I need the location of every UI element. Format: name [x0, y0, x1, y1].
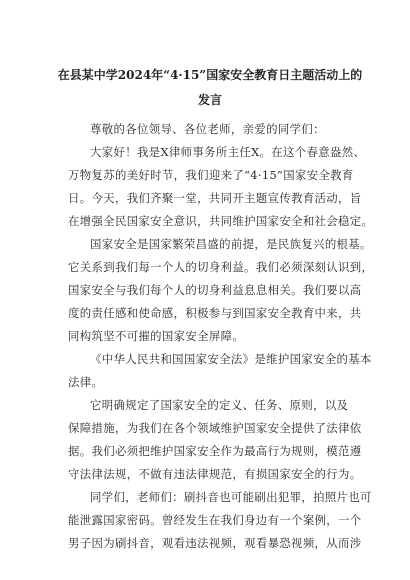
body-line: 度的责任感和使命感，积极参与到国家安全教育中来，共: [68, 306, 362, 320]
body-line: 据。我们必须把维护国家安全作为最高行为规则，模范遵: [68, 444, 362, 458]
body-line: 它明确规定了国家安全的定义、任务、原则，以及: [90, 398, 349, 412]
body-line: 万物复苏的美好时节，我们迎来了“4·15”国家安全教育: [68, 168, 354, 182]
body-line: 尊敬的各位领导、各位老师，亲爱的同学们：: [90, 122, 325, 136]
body-line: 守法律法规，不做有违法律规范，有损国家安全的行为。: [68, 467, 362, 481]
body-line: 同构筑坚不可摧的国家安全屏障。: [68, 329, 245, 343]
body-line: 能泄露国家密码。曾经发生在我们身边有一个案例，一个: [68, 513, 362, 527]
body-line: 国家安全是国家繁荣昌盛的前提，是民族复兴的根基。: [90, 237, 372, 251]
body-line: 日。今天，我们齐聚一堂，共同开主题宣传教育活动，旨: [68, 191, 362, 205]
document-body: [68, 118, 374, 555]
body-line: 国家安全与我们每个人的切身利益息息相关。我们要以高: [68, 283, 362, 297]
document-title: [50, 63, 370, 113]
body-line: 同学们，老师们：刷抖音也可能刷出犯罪，拍照片也可: [90, 490, 372, 504]
title-line: 发言: [197, 93, 222, 107]
body-line: 大家好！我是X律师事务所主任X。在这个春意盎然、: [90, 145, 366, 159]
body-line: 它关系到我们每一个人的切身利益。我们必须深刻认识到，: [68, 260, 374, 274]
body-line: 法律。: [68, 375, 104, 389]
body-line: 在增强全民国家安全意识，共同维护国家安全和社会稳定。: [68, 214, 374, 228]
body-line: 保障措施，为我们在各个领域维护国家安全提供了法律依: [68, 421, 362, 435]
title-line: 在县某中学2024年“4·15”国家安全教育日主题活动上的: [57, 68, 363, 82]
body-line: 《中华人民共和国国家安全法》是维护国家安全的基本: [90, 352, 372, 366]
body-line: 男子因为刷抖音，观看违法视频，观看暴恐视频，从而涉: [68, 536, 362, 550]
